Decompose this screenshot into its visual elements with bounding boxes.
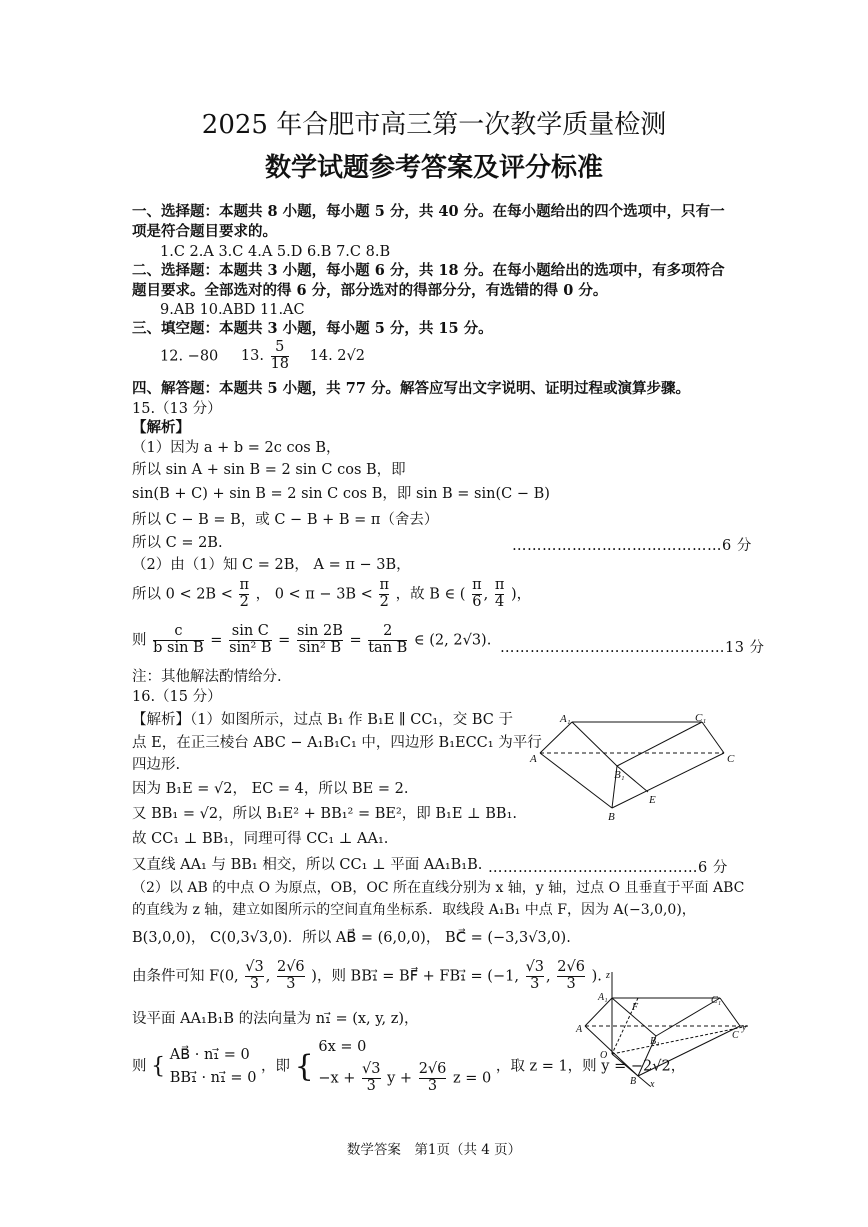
label-x: x	[650, 1079, 655, 1090]
left-brace: {	[151, 1053, 166, 1079]
fraction-denominator: sin² B	[298, 639, 342, 656]
eq2-part-c: z = 0	[453, 1070, 492, 1087]
label-b1: B₁	[650, 1036, 660, 1047]
edge-ab	[540, 753, 612, 808]
section3-answers	[160, 340, 365, 373]
answer-13-denominator: 18	[270, 355, 290, 372]
label-a1: A₁	[560, 713, 571, 725]
q15-line8-part-a: 则	[132, 632, 147, 649]
label-c1: C₁	[711, 995, 722, 1006]
edge-c1b1	[617, 722, 702, 766]
pi-over-4-fraction	[495, 578, 505, 611]
pi-over-2-fraction	[239, 578, 249, 611]
q15-line5: 所以 C = 2B.	[132, 535, 223, 551]
root3-over-3-fraction	[526, 960, 544, 993]
coordinate-frustum-figure	[570, 968, 760, 1090]
edge-bc	[612, 753, 724, 808]
label-a: A	[530, 753, 537, 765]
system-2	[318, 1038, 491, 1095]
page-subtitle: 数学试题参考答案及评分标准	[264, 153, 603, 183]
label-c: C	[732, 1030, 739, 1041]
root3-over-3-fraction	[362, 1062, 380, 1095]
fraction-numerator: 2√6	[418, 1061, 447, 1078]
fraction-denominator: 3	[277, 976, 305, 993]
q16-line6: 故 CC₁ ⊥ BB₁，同理可得 CC₁ ⊥ AA₁.	[132, 831, 389, 847]
label-b: B	[630, 1076, 637, 1087]
line-oc	[612, 1026, 748, 1054]
fraction-denominator: 3	[362, 1078, 380, 1095]
fraction-denominator: 3	[419, 1078, 447, 1095]
answer-14: 14. 2√2	[309, 348, 365, 365]
label-b: B	[608, 811, 615, 823]
label-e: E	[649, 794, 656, 806]
fraction-denominator: b sin B	[153, 639, 204, 656]
fraction-denominator: sin² B	[229, 639, 272, 656]
system-1-eq2: BB₁⃗ · n₁⃗ = 0	[169, 1069, 257, 1086]
fraction-numerator: √3	[525, 959, 545, 975]
q15-line6: （2）由（1）知 C = 2B， A = π − 3B，	[132, 557, 411, 573]
q15-line7-part-d: )，	[510, 586, 532, 603]
fraction-denominator: 4	[494, 593, 505, 610]
section2-header-cont: 题目要求。全部选对的得 6 分，部分选对的得部分分，有选错的得 0 分。	[132, 282, 608, 299]
fraction-numerator: sin 2B	[296, 623, 343, 639]
q15-note: 注：其他解法酌情给分.	[132, 669, 282, 685]
q15-score-13: ………………………………………13 分	[500, 640, 765, 656]
answer-13-fraction	[271, 340, 289, 373]
label-c1: C₁	[695, 712, 707, 724]
q16-line10: B(3,0,0)， C(0,3√3,0)．所以 AB⃗ = (6,0,0)， BC⃗ = (−3,3√3,0).	[132, 930, 571, 946]
system-1-eq1: AB⃗ · n₁⃗ = 0	[169, 1047, 250, 1064]
two-root6-over-3-fraction	[419, 1062, 447, 1095]
system-2-eq1: 6x = 0	[318, 1039, 367, 1055]
system-1	[170, 1044, 257, 1089]
eq2-part-a: −x +	[318, 1070, 356, 1087]
root3-over-3-fraction	[245, 960, 263, 993]
system-2-eq2	[318, 1062, 491, 1095]
fraction-numerator: c	[174, 623, 183, 639]
q16-line11	[132, 960, 602, 993]
q15-line4: 所以 C − B = B，或 C − B + B = π（舍去）	[132, 512, 439, 528]
q15-jiexi: 【解析】	[132, 419, 190, 436]
two-root6-over-3-fraction	[277, 960, 305, 993]
q16-line9: 的直线为 z 轴，建立如图所示的空间直角坐标系．取线段 A₁B₁ 中点 F，因为 A(−3,0,0)，	[132, 902, 696, 918]
q16-line1: 【解析】（1）如图所示，过点 B₁ 作 B₁E ∥ CC₁，交 BC 于	[132, 712, 513, 728]
fraction-denominator: 2	[379, 593, 389, 610]
answer-12: 12. −80	[160, 348, 219, 365]
label-c: C	[727, 753, 735, 765]
q15-line3: sin(B + C) + sin B = 2 sin C cos B，即 sin B = sin(C − B)	[132, 486, 550, 502]
q15-line8: 则 $\frac{c}{\text{b sin B}}$ = $\frac{\text{sin C}}{\text{sin² B}}$ = $\frac{\sin 2B}{\text{sin² B}}$ = $\frac{2}{\text{tan B}}$ ∈ (2, 2√3).	[132, 623, 492, 656]
q16-line3: 四边形.	[132, 757, 181, 773]
q15-line7-part-c: ，故 B ∈ (	[395, 586, 466, 603]
comma: ,	[546, 968, 551, 985]
section1-header: 一、选择题：本题共 8 小题，每小题 5 分，共 40 分。在每小题给出的四个选项中，只有一	[132, 203, 725, 220]
q16-line13-part-c: ，取 z = 1，则 y = −2√2，	[495, 1058, 686, 1075]
page-title: 2025 年合肥市高三第一次教学质量检测	[201, 110, 667, 140]
fraction-numerator: π	[472, 577, 482, 593]
q16-line13-part-b: ，即	[261, 1058, 291, 1075]
q15-line8-part-b: ∈ (2, 2√3).	[413, 632, 492, 649]
section2-answers: 9.AB 10.ABD 11.AC	[160, 302, 305, 318]
q15-line7-part-b: ， 0 < π − 3B <	[255, 586, 373, 603]
q16-line7: 又直线 AA₁ 与 BB₁ 相交，所以 CC₁ ⊥ 平面 AA₁B₁B.	[132, 857, 483, 873]
edge-c1c	[702, 722, 724, 753]
q16-line2: 点 E，在正三棱台 ABC − A₁B₁C₁ 中，四边形 B₁ECC₁ 为平行	[132, 735, 542, 751]
edge-c1c	[720, 998, 740, 1026]
fraction-denominator: tan B	[368, 639, 408, 656]
section1-header-cont: 项是符合题目要求的。	[132, 223, 277, 240]
comma: ,	[265, 968, 271, 985]
left-brace: {	[294, 1048, 314, 1084]
label-o: O	[600, 1050, 608, 1061]
q16-line13-part-a: 则	[132, 1058, 147, 1075]
q16-line11-part-c: )，则 BB₁⃗ = BF⃗ + FB₁⃗ = (−1,	[311, 968, 519, 985]
label-a: A	[576, 1024, 583, 1035]
label-b1: B₁	[614, 769, 625, 781]
frustum-figure	[522, 708, 742, 826]
label-a1: A₁	[598, 992, 608, 1003]
page-footer: 数学答案 第1页（共 4 页）	[346, 1142, 522, 1158]
q16-line8: （2）以 AB 的中点 O 为原点，OB，OC 所在直线分别为 x 轴，y 轴，过点 O 且垂直于平面 ABC	[132, 880, 745, 896]
fraction-numerator: π	[494, 577, 505, 593]
two-over-tanb-fraction	[368, 624, 407, 657]
eq2-part-b: y +	[387, 1070, 413, 1087]
section1-answers: 1.C 2.A 3.C 4.A 5.D 6.B 7.C 8.B	[160, 244, 391, 260]
fraction-numerator: 2	[383, 623, 393, 639]
label-z: z	[606, 970, 610, 981]
c-over-bsinb-fraction	[153, 624, 204, 657]
fraction-numerator: √3	[362, 1061, 381, 1078]
pi-over-6-fraction	[472, 578, 482, 611]
fraction-numerator: 2√6	[276, 959, 305, 975]
fraction-denominator: 2	[239, 593, 249, 610]
fraction-numerator: π	[379, 577, 389, 593]
q16-line11-part-e: ).	[591, 968, 602, 985]
q16-line12: 设平面 AA₁B₁B 的法向量为 n₁⃗ = (x, y, z)，	[132, 1011, 419, 1027]
fraction-denominator: 6	[472, 593, 482, 610]
fraction-denominator: 3	[526, 976, 544, 993]
pi-over-2-fraction	[379, 578, 389, 611]
section3-header: 三、填空题：本题共 3 小题，每小题 5 分，共 15 分。	[132, 320, 493, 337]
edge-a1a	[540, 722, 572, 753]
sinc-fraction	[229, 624, 272, 657]
q15-line1: （1）因为 a + b = 2c cos B，	[132, 440, 341, 456]
q15-line7-part-a: 所以 0 < 2B <	[132, 586, 233, 603]
fraction-numerator: sin C	[231, 623, 269, 639]
q16-line5: 又 BB₁ = √2，所以 B₁E² + BB₁² = BE²，即 B₁E ⊥ BB₁.	[132, 806, 518, 822]
fraction-numerator: 2√6	[557, 959, 585, 975]
sin2b-fraction	[297, 624, 343, 657]
q15-title: 15.（13 分）	[132, 401, 222, 417]
q16-line11-part-a: 由条件可知 F(0,	[132, 968, 239, 985]
fraction-numerator: √3	[245, 959, 264, 975]
section4-header: 四、解答题：本题共 5 小题，共 77 分。解答应写出文字说明、证明过程或演算步骤。	[132, 380, 690, 397]
fraction-denominator: 3	[557, 976, 585, 993]
fraction-numerator: π	[239, 577, 249, 593]
q15-score-6: ……………………………………6 分	[512, 538, 752, 554]
q16-line4: 因为 B₁E = √2， EC = 4，所以 BE = 2.	[132, 781, 409, 797]
q15-line2: 所以 sin A + sin B = 2 sin C cos B，即	[132, 462, 406, 478]
label-f: F	[632, 1002, 639, 1013]
section2-header: 二、选择题：本题共 3 小题，每小题 6 分，共 18 分。在每小题给出的选项中，有多项符合	[132, 262, 725, 279]
q16-score-6: ……………………………………6 分	[488, 860, 728, 876]
answer-13-label: 13.	[240, 348, 264, 365]
fraction-denominator: 3	[245, 976, 263, 993]
q15-line7: 所以 0 < 2B < $\frac{\pi}{2}$ ， 0 < π − 3B < $\frac{\pi}{2}$ ，故 B ∈ ( $\frac{\pi}{6}$ , $\frac{\pi}{4}$ )，	[132, 577, 532, 610]
edge-a1b1	[572, 722, 617, 766]
label-y: y	[742, 1022, 747, 1033]
answer-13-numerator: 5	[275, 339, 285, 355]
q16-title: 16.（15 分）	[132, 689, 222, 705]
